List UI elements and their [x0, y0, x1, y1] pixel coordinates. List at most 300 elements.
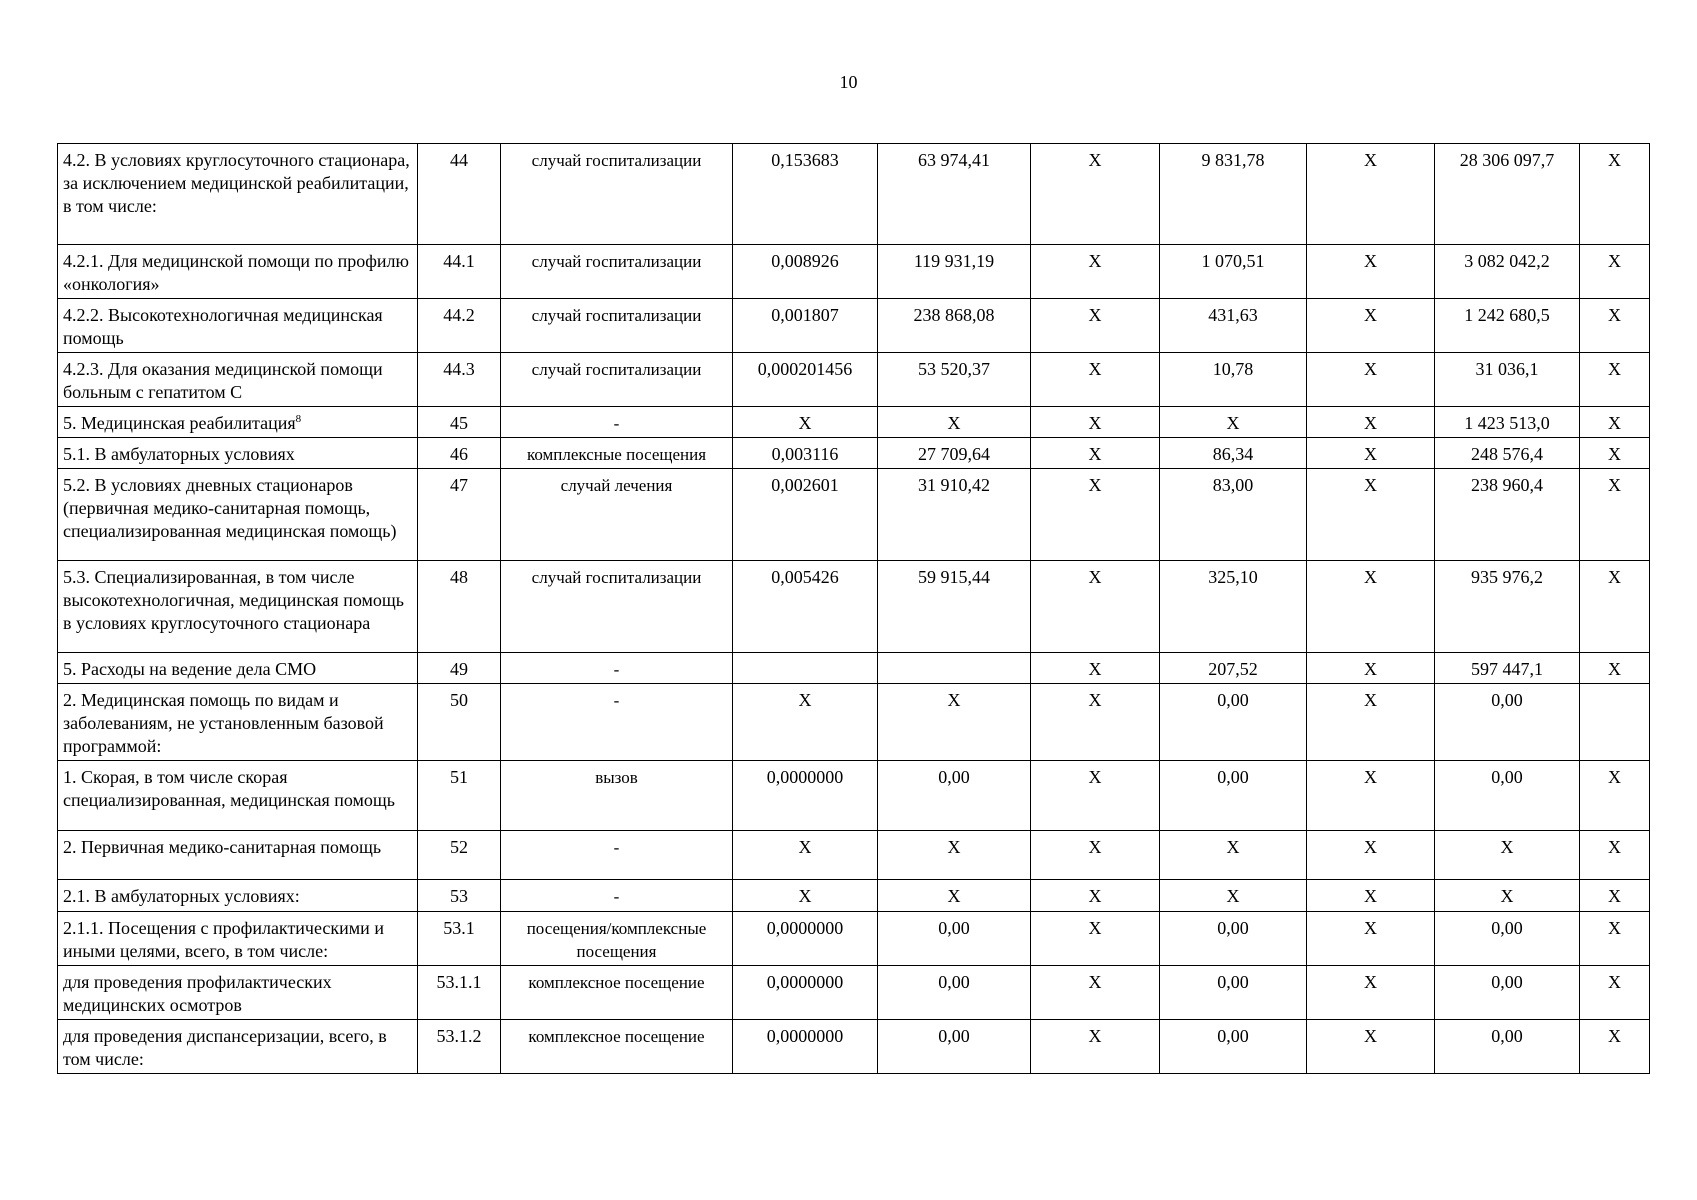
row-oms-total-cell: [1435, 353, 1580, 407]
row-norm-cost-cell: [878, 761, 1031, 831]
row-norm-cost-cell: [878, 831, 1031, 880]
row-norm-cost-cell: [878, 144, 1031, 245]
cell-text: X: [1088, 305, 1102, 325]
cell-text: 2. Первичная медико-санитарная помощь: [63, 837, 382, 857]
cell-text: X: [1608, 567, 1621, 587]
row-code-cell: [418, 1020, 501, 1074]
row-budget-per-capita-cell: [1031, 144, 1160, 245]
row-norm-cost-cell: [878, 245, 1031, 299]
row-name-cell: [58, 299, 418, 353]
cell-text: X: [1088, 251, 1102, 271]
row-norm-volume-cell: [733, 761, 878, 831]
cell-text: 0,00: [938, 1026, 970, 1046]
cell-text: комплексное посещение: [528, 973, 705, 992]
cell-text: 325,10: [1208, 567, 1258, 587]
cell-text: X: [1608, 972, 1621, 992]
cell-text: X: [798, 886, 812, 906]
cell-text: 83,00: [1212, 475, 1254, 495]
cell-text: 0,00: [1217, 918, 1249, 938]
cell-text: X: [1364, 767, 1377, 787]
row-oms-total-cell: [1435, 299, 1580, 353]
cell-text: X: [1608, 413, 1621, 433]
cell-text: 0,00: [1491, 972, 1523, 992]
cell-text: -: [613, 414, 620, 433]
cell-text: 0,000201456: [757, 359, 853, 379]
row-norm-volume-cell: [733, 684, 878, 761]
cell-text: 431,63: [1208, 305, 1258, 325]
cell-text: 0,00: [1491, 918, 1523, 938]
cell-text: 47: [450, 475, 468, 495]
row-budget-total-cell: [1307, 299, 1435, 353]
cell-text: -: [613, 691, 620, 710]
row-code-cell: [418, 761, 501, 831]
cell-text: X: [1088, 767, 1102, 787]
cell-text: 27 709,64: [918, 444, 990, 464]
row-oms-per-capita-cell: [1160, 684, 1307, 761]
cell-text: 53.1: [443, 918, 475, 938]
row-budget-per-capita-cell: [1031, 653, 1160, 684]
cell-text: 86,34: [1212, 444, 1254, 464]
row-norm-cost-cell: [878, 438, 1031, 469]
cell-text: X: [1088, 567, 1102, 587]
row-budget-total-cell: [1307, 469, 1435, 561]
row-oms-total-cell: [1435, 561, 1580, 653]
row-oms-per-capita-cell: [1160, 880, 1307, 912]
row-name-cell: [58, 684, 418, 761]
row-share-cell: [1580, 880, 1650, 912]
row-unit-cell: [501, 561, 733, 653]
table-row: [58, 407, 1650, 438]
cell-text: 5.1. В амбулаторных условиях: [63, 444, 295, 464]
row-code-cell: [418, 438, 501, 469]
cell-text: случай госпитализации: [531, 568, 702, 587]
cell-text: 0,00: [1491, 767, 1523, 787]
cell-text: X: [1608, 359, 1621, 379]
row-share-cell: [1580, 653, 1650, 684]
cell-text: для проведения диспансеризации, всего, в том числе:: [63, 1026, 387, 1069]
cell-text: X: [1608, 886, 1621, 906]
cell-text: 44.3: [443, 359, 475, 379]
cell-text: 0,0000000: [766, 767, 844, 787]
cell-text: 4.2.3. Для оказания медицинской помощи больным с гепатитом С: [63, 359, 383, 402]
row-budget-per-capita-cell: [1031, 407, 1160, 438]
cell-text: X: [1364, 305, 1377, 325]
row-share-cell: [1580, 966, 1650, 1020]
cell-text: X: [1364, 972, 1377, 992]
cell-text: 1. Скорая, в том числе скорая специализированная, медицинская помощь: [63, 767, 395, 810]
row-share-cell: [1580, 299, 1650, 353]
cell-text: 0,002601: [771, 475, 839, 495]
row-oms-per-capita-cell: [1160, 831, 1307, 880]
row-code-cell: [418, 561, 501, 653]
cell-text: 5.2. В условиях дневных стационаров (первичная медико-санитарная помощь, специализированная медицинская помощь): [63, 475, 397, 541]
row-norm-volume-cell: [733, 245, 878, 299]
row-name-cell: [58, 880, 418, 912]
cell-text: комплексные посещения: [526, 445, 707, 464]
table-row: [58, 684, 1650, 761]
row-norm-volume-cell: [733, 407, 878, 438]
cell-text: 0,0000000: [766, 972, 844, 992]
row-norm-volume-cell: [733, 880, 878, 912]
row-share-cell: [1580, 144, 1650, 245]
cell-text: X: [1364, 659, 1377, 679]
cell-text: 53.1.2: [436, 1026, 482, 1046]
cell-text: 0,0000000: [766, 1026, 844, 1046]
cell-text: 53 520,37: [918, 359, 990, 379]
cell-text: X: [1608, 659, 1621, 679]
row-budget-total-cell: [1307, 407, 1435, 438]
cell-text: 1 242 680,5: [1464, 305, 1550, 325]
row-oms-total-cell: [1435, 761, 1580, 831]
row-code-cell: [418, 684, 501, 761]
cell-text: случай госпитализации: [531, 360, 702, 379]
cell-text: 45: [450, 413, 468, 433]
cell-text: 248 576,4: [1471, 444, 1543, 464]
row-norm-cost-cell: [878, 653, 1031, 684]
cell-text: X: [947, 837, 961, 857]
table-row: [58, 653, 1650, 684]
cell-text: X: [1608, 305, 1621, 325]
cell-text: X: [1088, 659, 1102, 679]
row-budget-total-cell: [1307, 353, 1435, 407]
row-budget-per-capita-cell: [1031, 469, 1160, 561]
table-row: [58, 966, 1650, 1020]
cell-text: 0,003116: [771, 444, 839, 464]
row-budget-per-capita-cell: [1031, 880, 1160, 912]
row-code-cell: [418, 245, 501, 299]
row-oms-per-capita-cell: [1160, 561, 1307, 653]
row-unit-cell: [501, 831, 733, 880]
row-unit-cell: [501, 880, 733, 912]
row-budget-total-cell: [1307, 966, 1435, 1020]
table-row: [58, 912, 1650, 966]
row-share-cell: [1580, 1020, 1650, 1074]
cell-text: 53.1.1: [436, 972, 482, 992]
row-share-cell: [1580, 761, 1650, 831]
cell-text: 49: [450, 659, 468, 679]
cell-text: X: [1088, 359, 1102, 379]
row-unit-cell: [501, 653, 733, 684]
cell-text: 238 960,4: [1471, 475, 1543, 495]
table-row: [58, 831, 1650, 880]
row-oms-total-cell: [1435, 653, 1580, 684]
row-code-cell: [418, 299, 501, 353]
cell-text: X: [1608, 767, 1621, 787]
row-budget-per-capita-cell: [1031, 299, 1160, 353]
row-oms-per-capita-cell: [1160, 353, 1307, 407]
cell-text: вызов: [595, 768, 638, 787]
row-name-cell: [58, 653, 418, 684]
row-budget-per-capita-cell: [1031, 245, 1160, 299]
cell-text: X: [1088, 886, 1102, 906]
cell-text: 46: [450, 444, 468, 464]
row-share-cell: [1580, 245, 1650, 299]
cell-text: -: [613, 887, 620, 906]
cell-text: 597 447,1: [1471, 659, 1543, 679]
cell-text: 4.2.1. Для медицинской помощи по профилю «онкология»: [63, 251, 409, 294]
row-budget-total-cell: [1307, 912, 1435, 966]
row-norm-cost-cell: [878, 684, 1031, 761]
cell-text: 0,005426: [771, 567, 839, 587]
cell-text: X: [1088, 444, 1102, 464]
row-code-cell: [418, 966, 501, 1020]
cell-text: 9 831,78: [1201, 150, 1265, 170]
row-name-cell: [58, 353, 418, 407]
row-norm-cost-cell: [878, 966, 1031, 1020]
cell-text: X: [1088, 150, 1102, 170]
row-unit-cell: [501, 1020, 733, 1074]
cell-text: 48: [450, 567, 468, 587]
cell-text: -: [613, 838, 620, 857]
row-unit-cell: [501, 245, 733, 299]
row-norm-volume-cell: [733, 653, 878, 684]
cell-text: 0,008926: [771, 251, 839, 271]
cell-text: X: [1364, 413, 1377, 433]
cell-text: X: [1088, 413, 1102, 433]
cell-text: X: [947, 886, 961, 906]
table-row: [58, 353, 1650, 407]
row-oms-per-capita-cell: [1160, 966, 1307, 1020]
cell-text: X: [1608, 837, 1621, 857]
cell-text: случай госпитализации: [531, 151, 702, 170]
cell-text: X: [947, 413, 961, 433]
cell-text: 5.3. Специализированная, в том числе высокотехнологичная, медицинская помощь в условиях круглосуточного стационара: [63, 567, 404, 633]
row-name-cell: [58, 407, 418, 438]
row-norm-volume-cell: [733, 353, 878, 407]
row-norm-volume-cell: [733, 831, 878, 880]
cell-text: X: [1364, 918, 1377, 938]
row-oms-per-capita-cell: [1160, 469, 1307, 561]
row-budget-total-cell: [1307, 1020, 1435, 1074]
cell-text: 0,00: [1217, 767, 1249, 787]
cell-text: X: [1226, 837, 1240, 857]
row-budget-per-capita-cell: [1031, 966, 1160, 1020]
row-name-cell: [58, 1020, 418, 1074]
row-oms-per-capita-cell: [1160, 438, 1307, 469]
row-unit-cell: [501, 144, 733, 245]
cell-text: 10,78: [1212, 359, 1254, 379]
row-name-cell: [58, 912, 418, 966]
cell-text: X: [1088, 972, 1102, 992]
row-oms-per-capita-cell: [1160, 912, 1307, 966]
row-budget-per-capita-cell: [1031, 831, 1160, 880]
cell-text: 0,00: [1217, 972, 1249, 992]
row-budget-total-cell: [1307, 438, 1435, 469]
cell-text: 2.1. В амбулаторных условиях:: [63, 886, 300, 906]
row-oms-total-cell: [1435, 880, 1580, 912]
cell-text: 2. Медицинская помощь по видам и заболеваниям, не установленным базовой программой:: [63, 690, 384, 756]
cell-text: 0,00: [1217, 1026, 1249, 1046]
cell-text: 119 931,19: [913, 251, 995, 271]
data-table: [57, 143, 1650, 1074]
table-row: [58, 561, 1650, 653]
row-norm-volume-cell: [733, 966, 878, 1020]
cell-text: 935 976,2: [1471, 567, 1543, 587]
table-row: [58, 469, 1650, 561]
cell-text: X: [1226, 413, 1240, 433]
row-budget-per-capita-cell: [1031, 684, 1160, 761]
row-budget-per-capita-cell: [1031, 1020, 1160, 1074]
row-code-cell: [418, 469, 501, 561]
row-code-cell: [418, 144, 501, 245]
row-unit-cell: [501, 761, 733, 831]
cell-text: X: [1088, 475, 1102, 495]
row-oms-per-capita-cell: [1160, 1020, 1307, 1074]
cell-text: X: [1500, 886, 1514, 906]
cell-text: 31 910,42: [918, 475, 990, 495]
cell-text: -: [613, 660, 620, 679]
row-budget-total-cell: [1307, 144, 1435, 245]
row-name-cell: [58, 966, 418, 1020]
row-share-cell: [1580, 684, 1650, 761]
cell-text: 44: [450, 150, 468, 170]
cell-text: X: [1088, 918, 1102, 938]
row-name-cell: [58, 831, 418, 880]
cell-text: 52: [450, 837, 468, 857]
row-oms-per-capita-cell: [1160, 299, 1307, 353]
cell-text: случай госпитализации: [531, 306, 702, 325]
row-share-cell: [1580, 353, 1650, 407]
cell-text: X: [1226, 886, 1240, 906]
cell-text: 31 036,1: [1475, 359, 1539, 379]
row-name-cell: [58, 469, 418, 561]
cell-text: 207,52: [1208, 659, 1258, 679]
footnote-marker: 8: [295, 413, 302, 425]
cell-text: X: [1364, 1026, 1377, 1046]
row-norm-cost-cell: [878, 407, 1031, 438]
cell-text: для проведения профилактических медицинских осмотров: [63, 972, 332, 1015]
row-name-cell: [58, 561, 418, 653]
row-budget-per-capita-cell: [1031, 561, 1160, 653]
row-budget-total-cell: [1307, 245, 1435, 299]
row-share-cell: [1580, 438, 1650, 469]
cell-text: X: [1088, 1026, 1102, 1046]
cell-text: X: [1500, 837, 1514, 857]
cell-text: X: [798, 690, 812, 710]
cell-text: случай госпитализации: [531, 252, 702, 271]
cell-text: X: [1608, 475, 1621, 495]
row-share-cell: [1580, 912, 1650, 966]
cell-text: X: [1364, 567, 1377, 587]
row-norm-volume-cell: [733, 912, 878, 966]
cell-text: X: [1364, 837, 1377, 857]
row-norm-volume-cell: [733, 1020, 878, 1074]
table-row: [58, 1020, 1650, 1074]
table-row: [58, 880, 1650, 912]
cell-text: 2.1.1. Посещения с профилактическими и иными целями, всего, в том числе:: [63, 918, 384, 961]
cell-text: 4.2. В условиях круглосуточного стационара, за исключением медицинской реабилитации, в том числе:: [63, 150, 410, 216]
table-row: [58, 144, 1650, 245]
row-budget-total-cell: [1307, 831, 1435, 880]
row-norm-cost-cell: [878, 353, 1031, 407]
row-budget-total-cell: [1307, 761, 1435, 831]
row-budget-per-capita-cell: [1031, 912, 1160, 966]
row-oms-total-cell: [1435, 1020, 1580, 1074]
cell-text: X: [947, 690, 961, 710]
cell-text: X: [1608, 1026, 1621, 1046]
row-norm-cost-cell: [878, 1020, 1031, 1074]
cell-text: 0,00: [938, 972, 970, 992]
row-share-cell: [1580, 469, 1650, 561]
cell-text: X: [798, 413, 812, 433]
row-oms-total-cell: [1435, 912, 1580, 966]
row-unit-cell: [501, 469, 733, 561]
cell-text: 59 915,44: [918, 567, 990, 587]
row-oms-total-cell: [1435, 469, 1580, 561]
cell-text: 0,00: [1491, 1026, 1523, 1046]
cell-text: X: [1364, 886, 1377, 906]
row-name-cell: [58, 438, 418, 469]
cell-text: X: [1608, 444, 1621, 464]
cell-text: 238 868,08: [913, 305, 995, 325]
row-unit-cell: [501, 912, 733, 966]
row-budget-total-cell: [1307, 653, 1435, 684]
cell-text: 0,00: [1491, 690, 1523, 710]
row-norm-cost-cell: [878, 469, 1031, 561]
row-oms-total-cell: [1435, 407, 1580, 438]
cell-text: 63 974,41: [918, 150, 990, 170]
cell-text: 44.1: [443, 251, 475, 271]
cell-text: 28 306 097,7: [1459, 150, 1555, 170]
cell-text: 0,153683: [771, 150, 839, 170]
cell-text: 51: [450, 767, 468, 787]
cell-text: 50: [450, 690, 468, 710]
row-share-cell: [1580, 407, 1650, 438]
row-share-cell: [1580, 561, 1650, 653]
row-norm-volume-cell: [733, 469, 878, 561]
row-norm-volume-cell: [733, 561, 878, 653]
row-code-cell: [418, 353, 501, 407]
cell-text: X: [1364, 359, 1377, 379]
cell-text: X: [798, 837, 812, 857]
row-oms-total-cell: [1435, 144, 1580, 245]
table-body: [58, 144, 1650, 1074]
row-unit-cell: [501, 438, 733, 469]
row-name-cell: [58, 245, 418, 299]
row-budget-total-cell: [1307, 684, 1435, 761]
cell-text: X: [1364, 690, 1377, 710]
row-norm-cost-cell: [878, 299, 1031, 353]
row-budget-per-capita-cell: [1031, 353, 1160, 407]
table-row: [58, 245, 1650, 299]
cell-text: 0,00: [1217, 690, 1249, 710]
cell-text: X: [1364, 444, 1377, 464]
cell-text: 3 082 042,2: [1464, 251, 1550, 271]
row-norm-cost-cell: [878, 880, 1031, 912]
row-norm-cost-cell: [878, 912, 1031, 966]
row-oms-per-capita-cell: [1160, 761, 1307, 831]
table-row: [58, 299, 1650, 353]
row-unit-cell: [501, 407, 733, 438]
row-oms-per-capita-cell: [1160, 245, 1307, 299]
row-norm-volume-cell: [733, 144, 878, 245]
cell-text: 5. Медицинская реабилитация: [63, 413, 296, 433]
row-code-cell: [418, 912, 501, 966]
cell-text: 44.2: [443, 305, 475, 325]
cell-text: комплексное посещение: [528, 1027, 705, 1046]
cell-text: 0,0000000: [766, 918, 844, 938]
cell-text: X: [1608, 150, 1621, 170]
cell-text: посещения/комплексные посещения: [526, 919, 707, 961]
row-oms-total-cell: [1435, 245, 1580, 299]
row-unit-cell: [501, 684, 733, 761]
cell-text: X: [1608, 918, 1621, 938]
cell-text: 1 423 513,0: [1464, 413, 1550, 433]
row-unit-cell: [501, 353, 733, 407]
cell-text: 0,00: [938, 767, 970, 787]
cell-text: X: [1364, 475, 1377, 495]
row-unit-cell: [501, 299, 733, 353]
